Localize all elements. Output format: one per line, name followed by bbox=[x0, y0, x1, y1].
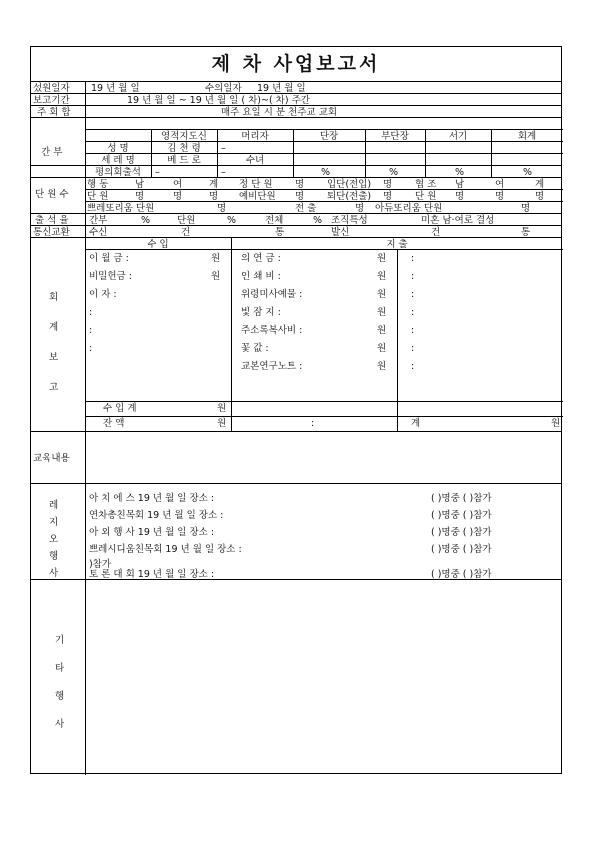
education-label: 교육내용 bbox=[33, 453, 70, 464]
expense-unit: 원 bbox=[377, 289, 387, 300]
exchange-cell: 건 bbox=[431, 227, 441, 238]
expense-unit: 원 bbox=[377, 361, 387, 372]
period-value: 19 년 월 일 ~ 19 년 월 일 ( 차)~( 차) 주간 bbox=[127, 95, 310, 106]
members-cell: 명 bbox=[383, 179, 393, 190]
members-cell: 아듀또리움 단원 bbox=[375, 203, 443, 214]
event-suffix: ( )명중 ( )참가 bbox=[431, 510, 492, 521]
event-line: 연차총친목회 19 년 월 일 장소 : bbox=[89, 510, 224, 521]
exec-col-1: 영적지도신 bbox=[161, 131, 207, 142]
members-cell: 남 bbox=[455, 179, 465, 190]
members-cell: 명 bbox=[295, 179, 305, 190]
income-line: : bbox=[89, 325, 93, 336]
attendance-cell: 미혼 남·여로 결성 bbox=[421, 215, 495, 226]
members-cell: 명 bbox=[355, 203, 365, 214]
members-cell: 명 bbox=[173, 191, 183, 202]
attendance-cell: 전체 bbox=[265, 215, 284, 226]
expense-unit: 원 bbox=[377, 343, 387, 354]
expense-line: 빛 잠 지 : bbox=[241, 307, 281, 318]
exec-name-extra: – bbox=[221, 143, 226, 154]
accept-date-value: 19 년 월 일 bbox=[257, 83, 306, 94]
exec-baptism-value: 베 드 로 bbox=[167, 155, 201, 166]
income-unit: 원 bbox=[211, 253, 221, 264]
expense-colon: : bbox=[411, 289, 415, 300]
meeting-value: 매주 요일 시 분 천주교 교회 bbox=[221, 107, 338, 118]
expense-colon: : bbox=[411, 271, 415, 282]
members-cell: 계 bbox=[535, 179, 545, 190]
expense-colon: : bbox=[411, 325, 415, 336]
expense-colon: : bbox=[411, 253, 415, 264]
income-line: : bbox=[89, 307, 93, 318]
expense-line: 꽃 값 : bbox=[241, 343, 269, 354]
expense-colon: : bbox=[411, 361, 415, 372]
expense-line: 위령미사예물 : bbox=[241, 289, 303, 300]
expense-header: 지 출 bbox=[386, 239, 408, 250]
income-line: 비밀헌금 : bbox=[89, 271, 132, 282]
expense-colon: : bbox=[411, 343, 415, 354]
balance-unit: 원 bbox=[217, 418, 227, 429]
members-cell: 쁘레또리움 단원 bbox=[87, 203, 155, 214]
members-cell: 명 bbox=[217, 203, 227, 214]
members-cell: 여 bbox=[173, 179, 183, 190]
event-suffix: ( )명중 ( )참가 bbox=[431, 544, 492, 555]
exec-col-2: 머리자 bbox=[241, 131, 269, 142]
balance-colon: : bbox=[311, 418, 315, 429]
members-cell: 명 bbox=[135, 191, 145, 202]
income-line: 이 월 금 : bbox=[89, 253, 129, 264]
members-cell: 협 조 bbox=[415, 179, 437, 190]
exec-col-4: 부단장 bbox=[381, 131, 409, 142]
exec-council-value: – bbox=[155, 167, 160, 178]
exchange-label: 통신교환 bbox=[33, 227, 70, 238]
members-cell: 계 bbox=[209, 179, 219, 190]
members-cell: 정 단 원 bbox=[239, 179, 273, 190]
exchange-cell: 발신 bbox=[331, 227, 350, 238]
members-cell: 명 bbox=[521, 203, 531, 214]
other-label: 기 타 행 사 bbox=[55, 635, 65, 730]
expense-unit: 원 bbox=[377, 271, 387, 282]
expense-unit: 원 bbox=[377, 253, 387, 264]
event-line: 아 외 행 사 19 년 월 일 장소 : bbox=[89, 527, 215, 538]
attendance-cell: 간부 bbox=[89, 215, 108, 226]
attendance-cell: % bbox=[313, 215, 323, 226]
event-suffix: ( )명중 ( )참가 bbox=[431, 493, 492, 504]
exec-col-6: 회계 bbox=[517, 131, 537, 142]
expense-line: 교본연구노트 : bbox=[241, 361, 303, 372]
expense-unit: 원 bbox=[377, 325, 387, 336]
members-cell: 명 bbox=[209, 191, 219, 202]
income-total-label: 수 입 계 bbox=[103, 403, 137, 414]
exec-pct-1: % bbox=[321, 167, 331, 178]
expense-line: 주소록복사비 : bbox=[241, 325, 303, 336]
date-label: 섰원일자 bbox=[33, 83, 70, 94]
members-cell: 예비단원 bbox=[239, 191, 276, 202]
exec-council-extra: – bbox=[221, 167, 226, 178]
attendance-label: 출 석 율 bbox=[35, 215, 69, 226]
members-cell: 행 동 bbox=[87, 179, 109, 190]
event-line: 아 치 에 스 19 년 월 일 장소 : bbox=[89, 493, 215, 504]
members-cell: 명 bbox=[495, 191, 505, 202]
finance-label: 회 계 보 고 bbox=[49, 292, 59, 393]
members-cell: 단 원 bbox=[415, 191, 437, 202]
executives-label: 간 부 bbox=[41, 147, 63, 158]
members-cell: 명 bbox=[535, 191, 545, 202]
members-cell: 남 bbox=[135, 179, 145, 190]
exec-name-value: 김 천 령 bbox=[167, 143, 201, 154]
report-form bbox=[30, 46, 562, 774]
exchange-cell: 건 bbox=[181, 227, 191, 238]
members-cell: 명 bbox=[295, 191, 305, 202]
expense-unit: 원 bbox=[377, 307, 387, 318]
total-unit: 원 bbox=[551, 418, 561, 429]
attendance-cell: 조직특성 bbox=[331, 215, 368, 226]
page-title: 제 차 사업보고서 bbox=[31, 47, 561, 82]
exec-name-label: 성 명 bbox=[107, 143, 129, 154]
attendance-cell: % bbox=[141, 215, 151, 226]
members-label: 단 원 수 bbox=[35, 189, 69, 200]
members-cell: 단 원 bbox=[87, 191, 109, 202]
event-suffix: ( )명중 ( )참가 bbox=[431, 569, 492, 580]
events-label: 레 지 오 행 사 bbox=[49, 500, 59, 579]
exec-pct-4: % bbox=[523, 167, 533, 178]
date-value: 19 년 월 일 bbox=[91, 83, 140, 94]
members-cell: 전 출 bbox=[295, 203, 317, 214]
exec-baptism-label: 세 레 명 bbox=[101, 155, 135, 166]
event-line: 토 론 대 회 19 년 월 일 장소 : bbox=[89, 569, 215, 580]
event-wrap: )참가 bbox=[89, 559, 112, 570]
members-cell: 퇴단(전출) bbox=[327, 191, 372, 202]
exec-baptism-extra: 수녀 bbox=[245, 155, 265, 166]
members-cell: 명 bbox=[455, 191, 465, 202]
event-line: 쁘레시디움친목회 19 년 월 일 장소 : bbox=[89, 544, 242, 555]
meeting-label: 주 회 합 bbox=[37, 107, 71, 118]
income-line: 이 자 : bbox=[89, 289, 117, 300]
attendance-cell: 단원 bbox=[177, 215, 196, 226]
balance-label: 잔 액 bbox=[103, 418, 125, 429]
members-cell: 명 bbox=[383, 191, 393, 202]
exec-col-5: 서기 bbox=[448, 131, 468, 142]
exchange-cell: 수신 bbox=[89, 227, 108, 238]
exec-col-3: 단장 bbox=[319, 131, 339, 142]
expense-colon: : bbox=[411, 307, 415, 318]
period-label: 보고기간 bbox=[33, 95, 70, 106]
members-cell: 입단(전입) bbox=[327, 179, 372, 190]
exec-pct-2: % bbox=[389, 167, 399, 178]
exchange-cell: 통 bbox=[275, 227, 285, 238]
exec-council-label: 평의회출석 bbox=[95, 167, 141, 178]
expense-line: 인 쇄 비 : bbox=[241, 271, 281, 282]
total-label: 계 bbox=[411, 418, 421, 429]
income-header: 수 입 bbox=[147, 239, 169, 250]
event-suffix: ( )명중 ( )참가 bbox=[431, 527, 492, 538]
attendance-cell: % bbox=[227, 215, 237, 226]
income-total-unit: 원 bbox=[217, 403, 227, 414]
expense-line: 의 연 금 : bbox=[241, 253, 281, 264]
exec-pct-3: % bbox=[455, 167, 465, 178]
exchange-cell: 통 bbox=[521, 227, 531, 238]
income-unit: 원 bbox=[211, 271, 221, 282]
accept-date-label: 수의일자 bbox=[205, 83, 242, 94]
members-cell: 여 bbox=[495, 179, 505, 190]
income-line: : bbox=[89, 343, 93, 354]
